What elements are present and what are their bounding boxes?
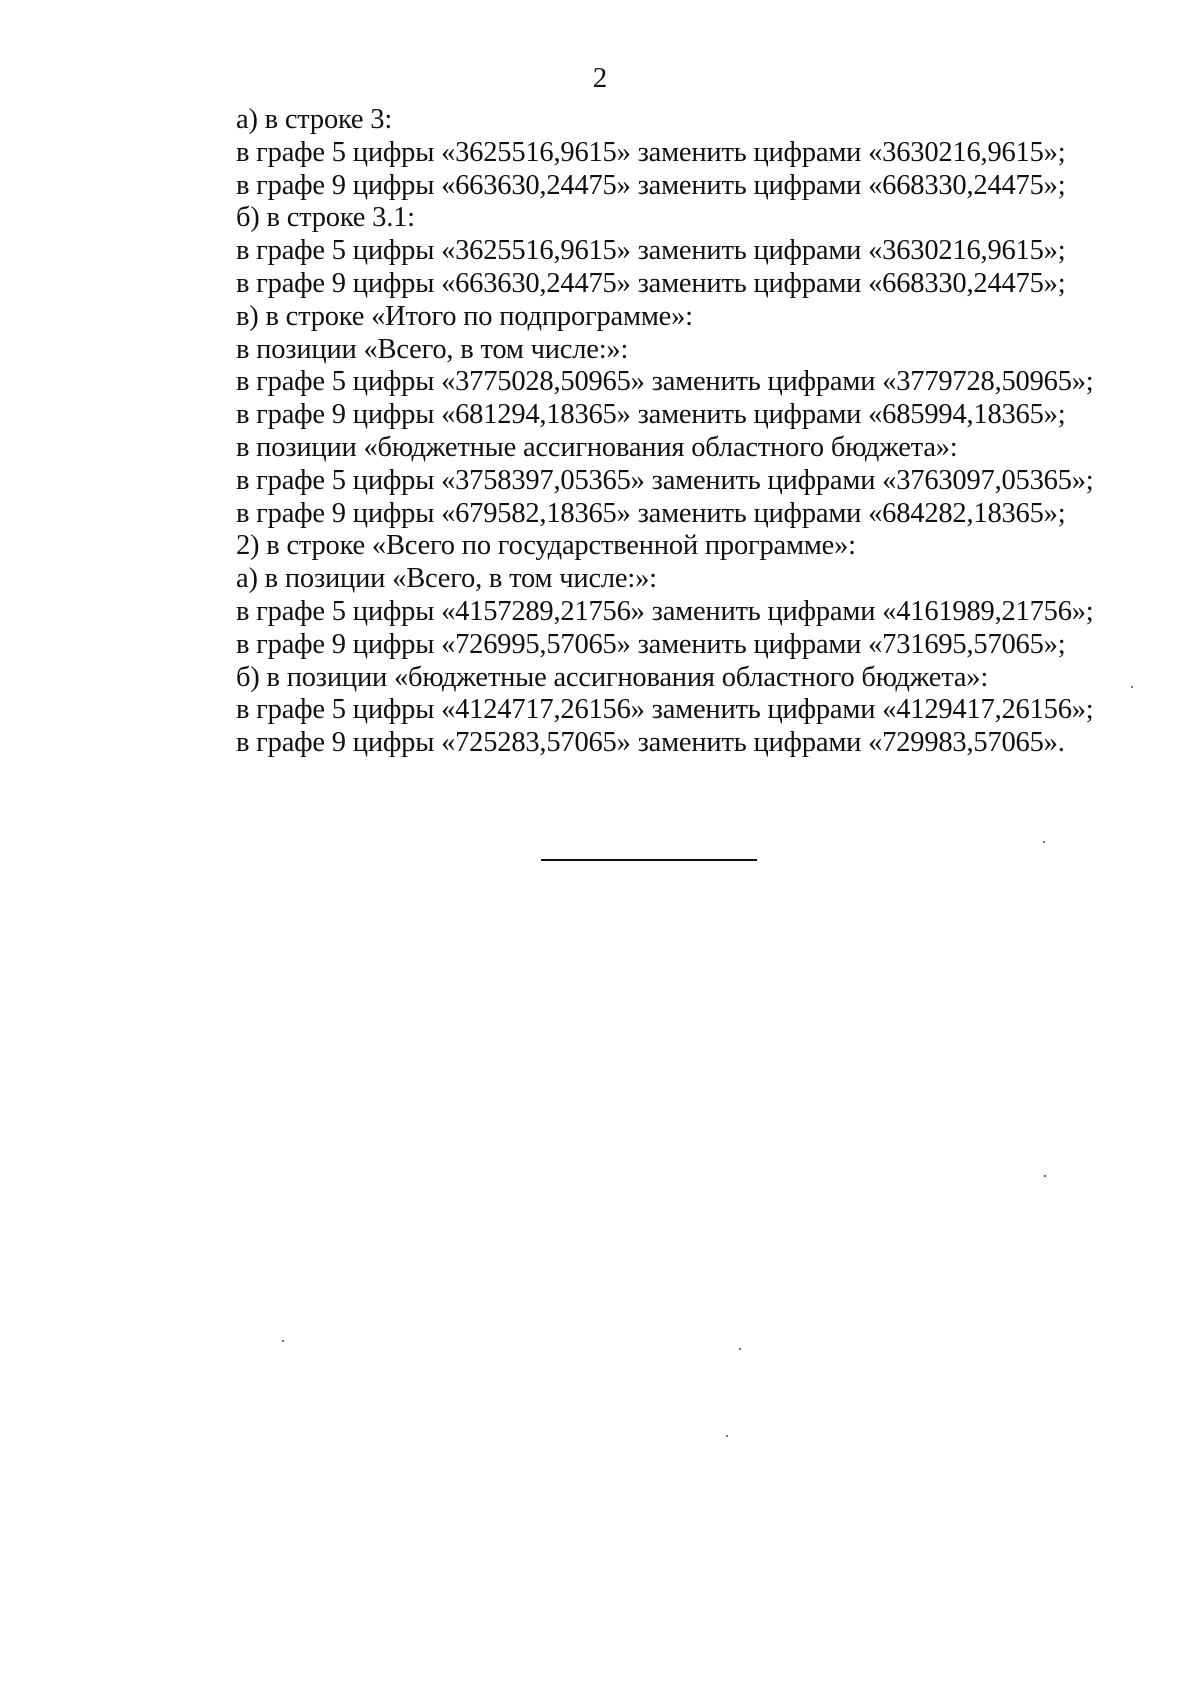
scan-speck xyxy=(726,1435,728,1437)
text-line: в графе 5 цифры «3775028,50965» заменить цифрами «3779728,50965»; xyxy=(236,366,1094,398)
text-line: в) в строке «Итого по подпрограмме»: xyxy=(236,300,693,332)
scan-speck xyxy=(1043,841,1045,843)
amendment-text xyxy=(236,104,1136,760)
text-line: б) в строке 3.1: xyxy=(236,202,415,234)
text-line: в позиции «Всего, в том числе:»: xyxy=(236,333,629,365)
scan-speck xyxy=(739,1348,741,1350)
text-line: в графе 5 цифры «3758397,05365» заменить цифрами «3763097,05365»; xyxy=(236,464,1094,496)
scan-speck xyxy=(1044,1175,1046,1177)
text-line: в графе 5 цифры «4124717,26156» заменить цифрами «4129417,26156»; xyxy=(236,694,1094,726)
page-number: 2 xyxy=(592,62,608,94)
scan-speck xyxy=(1131,686,1133,688)
text-line: в позиции «бюджетные ассигнования областного бюджета»: xyxy=(236,431,958,463)
text-line: а) в позиции «Всего, в том числе:»: xyxy=(236,563,657,595)
scan-speck xyxy=(282,1340,284,1342)
text-line: в графе 9 цифры «681294,18365» заменить цифрами «685994,18365»; xyxy=(236,399,1066,431)
text-line: в графе 9 цифры «663630,24475» заменить цифрами «668330,24475»; xyxy=(236,169,1066,201)
text-line: б) в позиции «бюджетные ассигнования областного бюджета»: xyxy=(236,661,989,693)
text-line: в графе 9 цифры «726995,57065» заменить цифрами «731695,57065»; xyxy=(236,628,1066,660)
text-line: в графе 9 цифры «725283,57065» заменить цифрами «729983,57065». xyxy=(236,727,1065,759)
text-line: 2) в строке «Всего по государственной программе»: xyxy=(236,530,856,562)
text-line: в графе 5 цифры «4157289,21756» заменить цифрами «4161989,21756»; xyxy=(236,595,1094,627)
text-line: в графе 5 цифры «3625516,9615» заменить цифрами «3630216,9615»; xyxy=(236,136,1066,168)
end-divider-line xyxy=(541,859,757,861)
text-line: в графе 5 цифры «3625516,9615» заменить цифрами «3630216,9615»; xyxy=(236,235,1066,267)
text-line: в графе 9 цифры «679582,18365» заменить цифрами «684282,18365»; xyxy=(236,497,1066,529)
text-line: в графе 9 цифры «663630,24475» заменить цифрами «668330,24475»; xyxy=(236,267,1066,299)
text-line: а) в строке 3: xyxy=(236,104,393,135)
